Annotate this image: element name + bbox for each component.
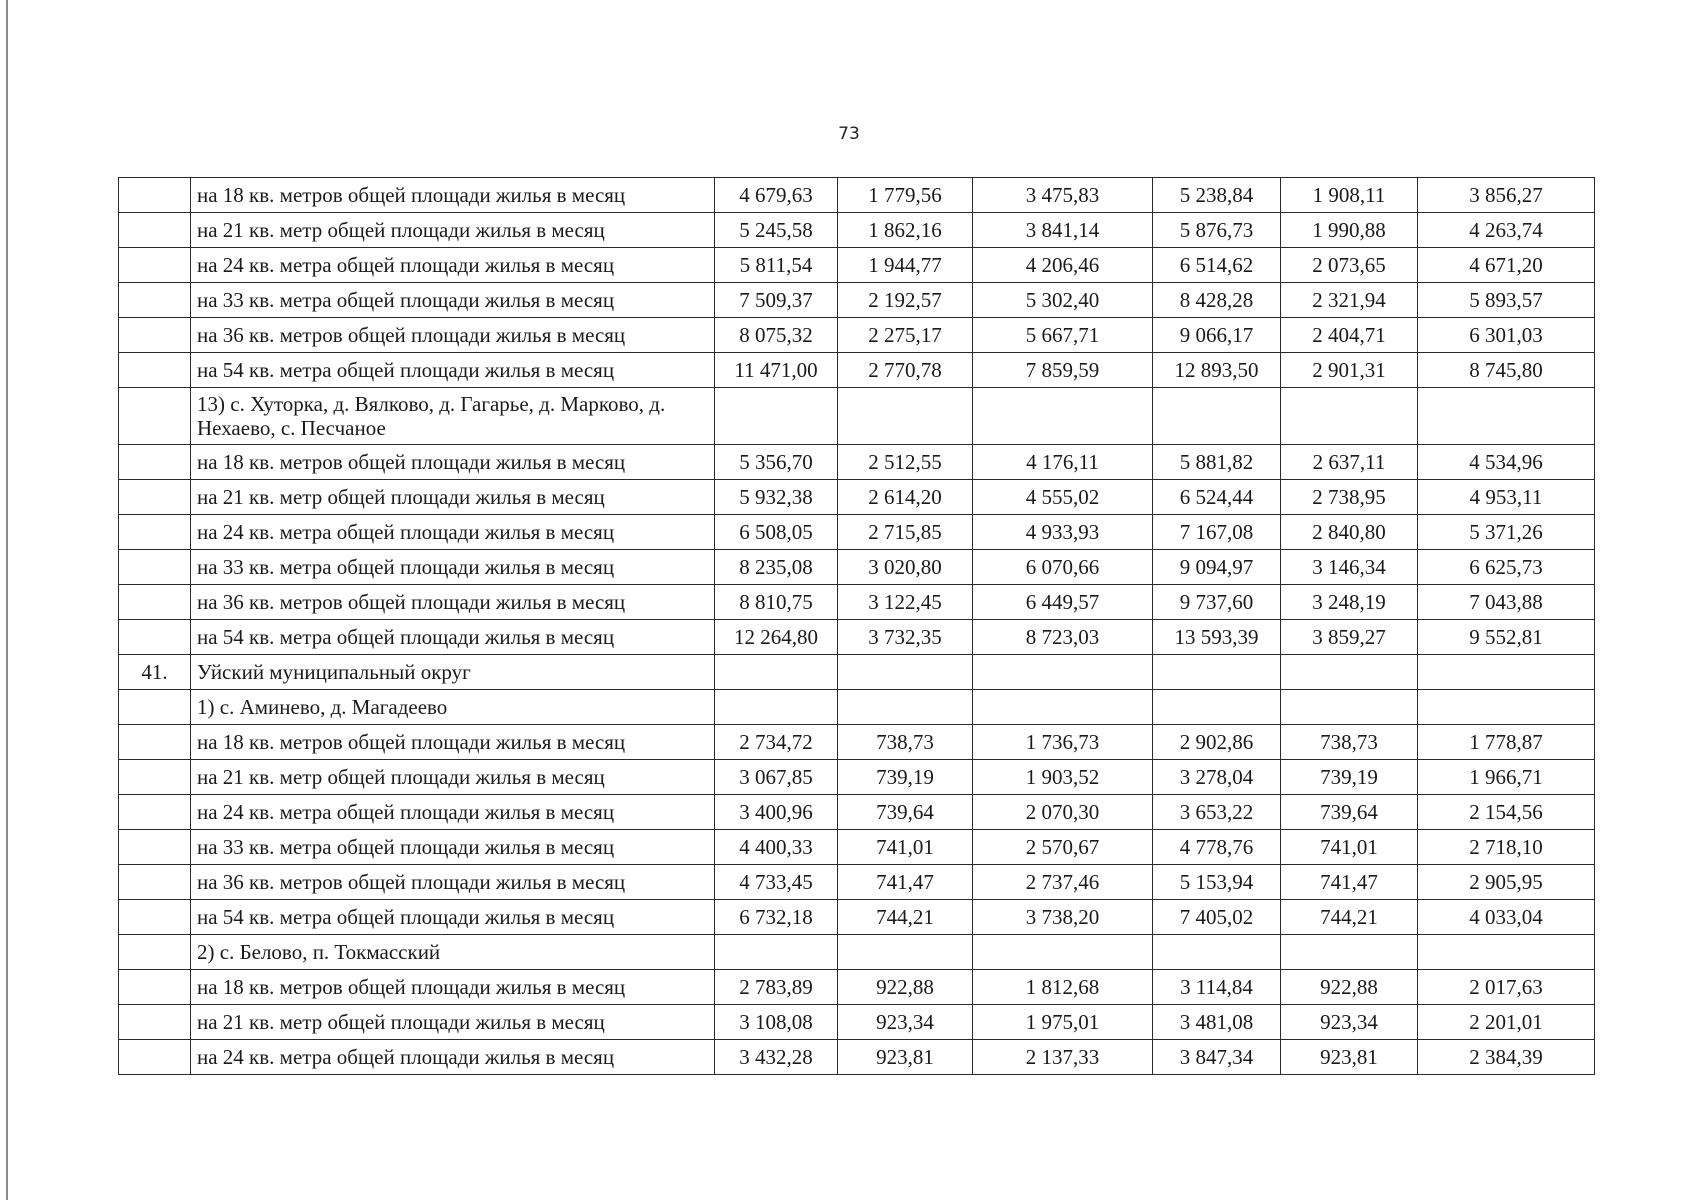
row-description-cell: на 54 кв. метра общей площади жилья в месяц [191, 353, 715, 388]
value-cell-col6 [1418, 655, 1595, 690]
value-cell-col2 [838, 690, 973, 725]
table-row [119, 795, 1595, 830]
row-description-cell: на 36 кв. метров общей площади жилья в месяц [191, 585, 715, 620]
row-description-cell: на 36 кв. метров общей площади жилья в месяц [191, 318, 715, 353]
value-cell-col4: 7 167,08 [1153, 515, 1281, 550]
value-cell-col5: 2 901,31 [1281, 353, 1418, 388]
value-cell-col6: 4 953,11 [1418, 480, 1595, 515]
row-description-cell: на 33 кв. метра общей площади жилья в месяц [191, 283, 715, 318]
value-cell-col6: 2 384,39 [1418, 1040, 1595, 1075]
value-cell-col4: 5 153,94 [1153, 865, 1281, 900]
value-cell-col3: 1 812,68 [973, 970, 1153, 1005]
value-cell-col4: 5 881,82 [1153, 445, 1281, 480]
value-cell-col2: 741,01 [838, 830, 973, 865]
table-row [119, 935, 1595, 970]
value-cell-col3: 2 070,30 [973, 795, 1153, 830]
value-cell-col2: 744,21 [838, 900, 973, 935]
row-index-cell [119, 690, 191, 725]
value-cell-col3: 1 736,73 [973, 725, 1153, 760]
value-cell-col4 [1153, 388, 1281, 445]
value-cell-col5: 738,73 [1281, 725, 1418, 760]
row-description-cell: 1) с. Аминево, д. Магадеево [191, 690, 715, 725]
row-index-cell [119, 830, 191, 865]
row-description-cell: на 33 кв. метра общей площади жилья в месяц [191, 550, 715, 585]
row-index-cell [119, 1040, 191, 1075]
value-cell-col3: 7 859,59 [973, 353, 1153, 388]
value-cell-col3: 6 449,57 [973, 585, 1153, 620]
value-cell-col2: 923,34 [838, 1005, 973, 1040]
value-cell-col2: 2 715,85 [838, 515, 973, 550]
row-index-cell [119, 550, 191, 585]
row-description-cell: на 36 кв. метров общей площади жилья в месяц [191, 865, 715, 900]
value-cell-col5: 1 908,11 [1281, 178, 1418, 213]
value-cell-col5 [1281, 655, 1418, 690]
value-cell-col1: 5 245,58 [715, 213, 838, 248]
table-row [119, 865, 1595, 900]
value-cell-col3: 4 176,11 [973, 445, 1153, 480]
value-cell-col3: 4 933,93 [973, 515, 1153, 550]
value-cell-col5: 741,01 [1281, 830, 1418, 865]
value-cell-col2: 3 020,80 [838, 550, 973, 585]
value-cell-col5: 2 321,94 [1281, 283, 1418, 318]
table-row [119, 725, 1595, 760]
table-row [119, 480, 1595, 515]
value-cell-col6: 5 893,57 [1418, 283, 1595, 318]
value-cell-col4: 4 778,76 [1153, 830, 1281, 865]
value-cell-col3 [973, 935, 1153, 970]
row-index-cell [119, 935, 191, 970]
value-cell-col5: 2 840,80 [1281, 515, 1418, 550]
value-cell-col1: 8 810,75 [715, 585, 838, 620]
row-index-cell [119, 515, 191, 550]
value-cell-col4: 3 481,08 [1153, 1005, 1281, 1040]
value-cell-col1: 4 733,45 [715, 865, 838, 900]
value-cell-col4 [1153, 655, 1281, 690]
value-cell-col4 [1153, 935, 1281, 970]
row-description-cell: 2) с. Белово, п. Токмасский [191, 935, 715, 970]
value-cell-col4: 9 737,60 [1153, 585, 1281, 620]
value-cell-col2: 1 779,56 [838, 178, 973, 213]
row-description-cell: на 54 кв. метра общей площади жилья в месяц [191, 900, 715, 935]
value-cell-col4: 3 114,84 [1153, 970, 1281, 1005]
value-cell-col2: 1 944,77 [838, 248, 973, 283]
value-cell-col3: 3 475,83 [973, 178, 1153, 213]
value-cell-col1: 4 400,33 [715, 830, 838, 865]
value-cell-col5: 739,19 [1281, 760, 1418, 795]
row-index-cell [119, 760, 191, 795]
value-cell-col3: 2 137,33 [973, 1040, 1153, 1075]
value-cell-col5: 3 146,34 [1281, 550, 1418, 585]
value-cell-col5: 2 738,95 [1281, 480, 1418, 515]
value-cell-col2: 923,81 [838, 1040, 973, 1075]
value-cell-col5: 739,64 [1281, 795, 1418, 830]
value-cell-col1 [715, 935, 838, 970]
value-cell-col6: 1 966,71 [1418, 760, 1595, 795]
value-cell-col4: 5 876,73 [1153, 213, 1281, 248]
value-cell-col3: 1 975,01 [973, 1005, 1153, 1040]
page-number: 73 [838, 124, 860, 144]
value-cell-col4: 6 524,44 [1153, 480, 1281, 515]
value-cell-col3: 4 206,46 [973, 248, 1153, 283]
value-cell-col2 [838, 388, 973, 445]
value-cell-col4: 9 066,17 [1153, 318, 1281, 353]
row-index-cell [119, 900, 191, 935]
value-cell-col3 [973, 690, 1153, 725]
row-description-cell: на 54 кв. метра общей площади жилья в месяц [191, 620, 715, 655]
value-cell-col5: 3 248,19 [1281, 585, 1418, 620]
value-cell-col6: 2 017,63 [1418, 970, 1595, 1005]
value-cell-col3: 2 570,67 [973, 830, 1153, 865]
table-row [119, 620, 1595, 655]
value-cell-col6: 5 371,26 [1418, 515, 1595, 550]
row-description-cell: на 21 кв. метр общей площади жилья в месяц [191, 760, 715, 795]
value-cell-col4: 6 514,62 [1153, 248, 1281, 283]
value-cell-col3: 1 903,52 [973, 760, 1153, 795]
value-cell-col1 [715, 388, 838, 445]
value-cell-col4: 2 902,86 [1153, 725, 1281, 760]
value-cell-col5: 2 637,11 [1281, 445, 1418, 480]
value-cell-col4 [1153, 690, 1281, 725]
row-index-cell [119, 178, 191, 213]
table-row [119, 550, 1595, 585]
value-cell-col2: 741,47 [838, 865, 973, 900]
value-cell-col6: 4 033,04 [1418, 900, 1595, 935]
value-cell-col5: 741,47 [1281, 865, 1418, 900]
value-cell-col4: 5 238,84 [1153, 178, 1281, 213]
row-description-cell: на 18 кв. метров общей площади жилья в месяц [191, 178, 715, 213]
value-cell-col6: 6 301,03 [1418, 318, 1595, 353]
value-cell-col1: 3 400,96 [715, 795, 838, 830]
value-cell-col6: 4 534,96 [1418, 445, 1595, 480]
table-row [119, 353, 1595, 388]
value-cell-col3: 6 070,66 [973, 550, 1153, 585]
value-cell-col5 [1281, 388, 1418, 445]
value-cell-col4: 7 405,02 [1153, 900, 1281, 935]
table-body [119, 178, 1595, 1075]
value-cell-col1 [715, 690, 838, 725]
value-cell-col4: 3 653,22 [1153, 795, 1281, 830]
row-index-cell [119, 318, 191, 353]
row-description-cell: на 18 кв. метров общей площади жилья в месяц [191, 970, 715, 1005]
value-cell-col2: 2 512,55 [838, 445, 973, 480]
value-cell-col3 [973, 388, 1153, 445]
value-cell-col3: 3 841,14 [973, 213, 1153, 248]
row-description-cell: на 21 кв. метр общей площади жилья в месяц [191, 1005, 715, 1040]
value-cell-col2 [838, 935, 973, 970]
row-index-cell [119, 725, 191, 760]
row-description-cell: на 24 кв. метра общей площади жилья в месяц [191, 795, 715, 830]
table-row [119, 655, 1595, 690]
value-cell-col1: 7 509,37 [715, 283, 838, 318]
table-row [119, 515, 1595, 550]
value-cell-col1: 6 508,05 [715, 515, 838, 550]
value-cell-col2: 738,73 [838, 725, 973, 760]
value-cell-col3: 5 667,71 [973, 318, 1153, 353]
value-cell-col1: 2 783,89 [715, 970, 838, 1005]
value-cell-col1: 6 732,18 [715, 900, 838, 935]
value-cell-col5: 922,88 [1281, 970, 1418, 1005]
value-cell-col1: 4 679,63 [715, 178, 838, 213]
value-cell-col1: 2 734,72 [715, 725, 838, 760]
tariff-table [118, 177, 1595, 1075]
table-row [119, 760, 1595, 795]
row-index-cell [119, 480, 191, 515]
table-row [119, 1040, 1595, 1075]
row-description-cell: на 24 кв. метра общей площади жилья в месяц [191, 515, 715, 550]
value-cell-col2: 1 862,16 [838, 213, 973, 248]
value-cell-col5: 2 073,65 [1281, 248, 1418, 283]
value-cell-col6: 3 856,27 [1418, 178, 1595, 213]
row-description-cell: на 18 кв. метров общей площади жилья в месяц [191, 445, 715, 480]
value-cell-col6: 4 671,20 [1418, 248, 1595, 283]
row-index-cell [119, 213, 191, 248]
row-index-cell [119, 620, 191, 655]
value-cell-col1: 5 356,70 [715, 445, 838, 480]
value-cell-col1 [715, 655, 838, 690]
value-cell-col6: 9 552,81 [1418, 620, 1595, 655]
value-cell-col5: 2 404,71 [1281, 318, 1418, 353]
table-row [119, 248, 1595, 283]
value-cell-col2: 739,64 [838, 795, 973, 830]
value-cell-col1: 3 108,08 [715, 1005, 838, 1040]
row-description-cell: на 24 кв. метра общей площади жилья в месяц [191, 1040, 715, 1075]
table-row [119, 585, 1595, 620]
value-cell-col6: 2 201,01 [1418, 1005, 1595, 1040]
row-description-cell: Уйский муниципальный округ [191, 655, 715, 690]
value-cell-col4: 9 094,97 [1153, 550, 1281, 585]
scan-edge-line [6, 0, 8, 1200]
value-cell-col2: 3 122,45 [838, 585, 973, 620]
row-index-cell [119, 585, 191, 620]
value-cell-col2 [838, 655, 973, 690]
row-description-cell: на 24 кв. метра общей площади жилья в месяц [191, 248, 715, 283]
row-index-cell [119, 970, 191, 1005]
value-cell-col5 [1281, 935, 1418, 970]
value-cell-col5: 3 859,27 [1281, 620, 1418, 655]
row-description-cell: 13) с. Хуторка, д. Вялково, д. Гагарье, д. Марково, д. Нехаево, с. Песчаное [191, 388, 715, 445]
value-cell-col2: 739,19 [838, 760, 973, 795]
row-index-cell [119, 353, 191, 388]
row-index-cell: 41. [119, 655, 191, 690]
value-cell-col6: 4 263,74 [1418, 213, 1595, 248]
value-cell-col6: 6 625,73 [1418, 550, 1595, 585]
value-cell-col3: 4 555,02 [973, 480, 1153, 515]
row-description-cell: на 21 кв. метр общей площади жилья в месяц [191, 480, 715, 515]
table-row [119, 1005, 1595, 1040]
value-cell-col3: 3 738,20 [973, 900, 1153, 935]
value-cell-col1: 5 811,54 [715, 248, 838, 283]
row-index-cell [119, 795, 191, 830]
row-description-cell: на 21 кв. метр общей площади жилья в месяц [191, 213, 715, 248]
value-cell-col2: 922,88 [838, 970, 973, 1005]
value-cell-col4: 8 428,28 [1153, 283, 1281, 318]
value-cell-col4: 13 593,39 [1153, 620, 1281, 655]
table-row [119, 830, 1595, 865]
value-cell-col1: 12 264,80 [715, 620, 838, 655]
value-cell-col4: 3 847,34 [1153, 1040, 1281, 1075]
table-row [119, 970, 1595, 1005]
value-cell-col3: 8 723,03 [973, 620, 1153, 655]
value-cell-col4: 3 278,04 [1153, 760, 1281, 795]
row-index-cell [119, 445, 191, 480]
value-cell-col1: 3 432,28 [715, 1040, 838, 1075]
value-cell-col6: 2 718,10 [1418, 830, 1595, 865]
value-cell-col2: 2 192,57 [838, 283, 973, 318]
value-cell-col2: 3 732,35 [838, 620, 973, 655]
value-cell-col5: 923,81 [1281, 1040, 1418, 1075]
value-cell-col1: 11 471,00 [715, 353, 838, 388]
table-row [119, 283, 1595, 318]
value-cell-col5: 1 990,88 [1281, 213, 1418, 248]
value-cell-col2: 2 275,17 [838, 318, 973, 353]
value-cell-col1: 8 235,08 [715, 550, 838, 585]
table-row [119, 690, 1595, 725]
value-cell-col5: 923,34 [1281, 1005, 1418, 1040]
value-cell-col6 [1418, 388, 1595, 445]
table-row [119, 445, 1595, 480]
value-cell-col5 [1281, 690, 1418, 725]
value-cell-col6: 8 745,80 [1418, 353, 1595, 388]
value-cell-col5: 744,21 [1281, 900, 1418, 935]
table-row [119, 178, 1595, 213]
value-cell-col3 [973, 655, 1153, 690]
value-cell-col6: 1 778,87 [1418, 725, 1595, 760]
row-index-cell [119, 283, 191, 318]
value-cell-col1: 5 932,38 [715, 480, 838, 515]
value-cell-col1: 8 075,32 [715, 318, 838, 353]
value-cell-col4: 12 893,50 [1153, 353, 1281, 388]
value-cell-col2: 2 770,78 [838, 353, 973, 388]
value-cell-col6: 2 905,95 [1418, 865, 1595, 900]
table-row [119, 900, 1595, 935]
value-cell-col2: 2 614,20 [838, 480, 973, 515]
value-cell-col6 [1418, 690, 1595, 725]
value-cell-col1: 3 067,85 [715, 760, 838, 795]
table-row [119, 318, 1595, 353]
value-cell-col6: 2 154,56 [1418, 795, 1595, 830]
value-cell-col6 [1418, 935, 1595, 970]
value-cell-col6: 7 043,88 [1418, 585, 1595, 620]
table-row [119, 388, 1595, 445]
value-cell-col3: 2 737,46 [973, 865, 1153, 900]
row-description-cell: на 18 кв. метров общей площади жилья в месяц [191, 725, 715, 760]
row-index-cell [119, 388, 191, 445]
row-index-cell [119, 248, 191, 283]
row-index-cell [119, 1005, 191, 1040]
row-index-cell [119, 865, 191, 900]
value-cell-col3: 5 302,40 [973, 283, 1153, 318]
table-row [119, 213, 1595, 248]
row-description-cell: на 33 кв. метра общей площади жилья в месяц [191, 830, 715, 865]
